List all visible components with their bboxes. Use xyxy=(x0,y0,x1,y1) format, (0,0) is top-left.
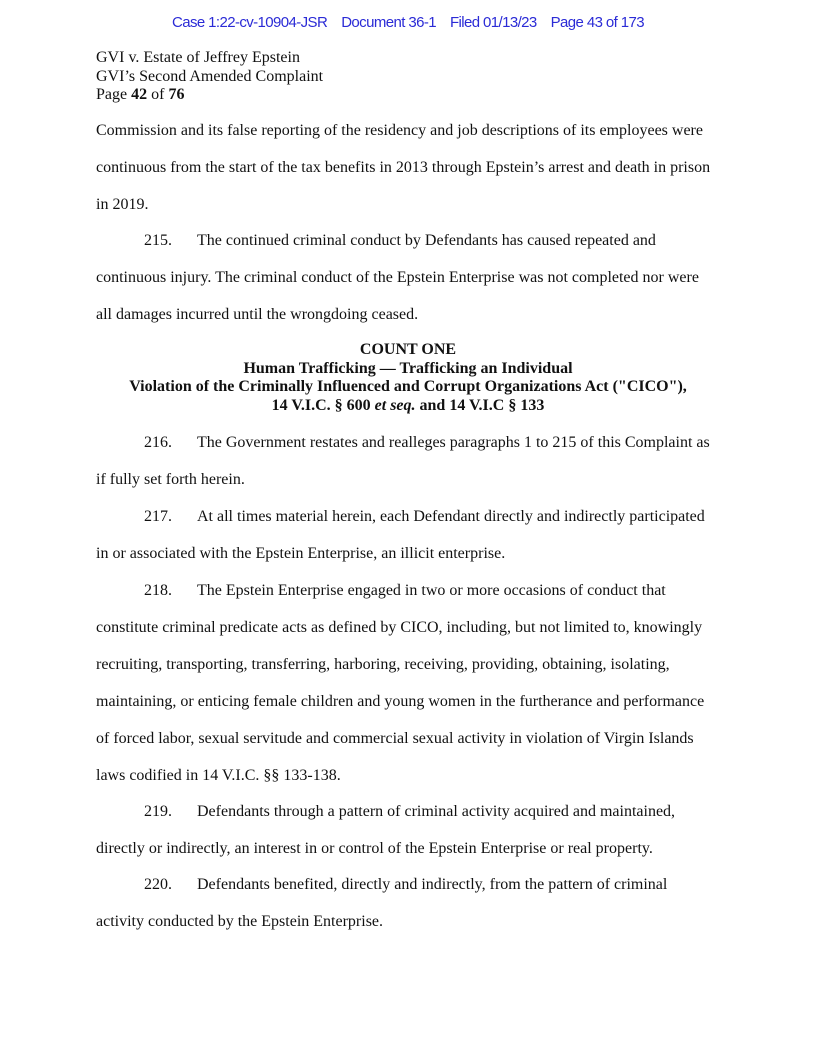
text-line: The Government restates and realleges paragraphs 1 to 215 of this Complaint as xyxy=(197,434,710,451)
text-line: if fully set forth herein. xyxy=(96,471,245,488)
text-line: of forced labor, sexual servitude and commercial sexual activity in violation of Virgin Islands xyxy=(96,730,694,747)
text-line: Defendants benefited, directly and indirectly, from the pattern of criminal xyxy=(197,876,668,893)
caption-page-number: Page 42 of 76 xyxy=(96,86,185,103)
paragraph-219 xyxy=(96,793,720,867)
paragraph-number: 215. xyxy=(144,232,172,249)
paragraph-216 xyxy=(96,424,720,498)
stamp-filed: Filed 01/13/23 xyxy=(449,14,537,31)
paragraph-number: 219. xyxy=(144,803,172,820)
text-line: all damages incurred until the wrongdoing ceased. xyxy=(96,306,419,323)
caption-document-title: GVI’s Second Amended Complaint xyxy=(96,67,324,85)
paragraph-218 xyxy=(96,572,720,794)
text-line: The continued criminal conduct by Defendants has caused repeated and xyxy=(197,232,656,249)
paragraph-continuation xyxy=(96,112,720,223)
text-line: continuous injury. The criminal conduct of the Epstein Enterprise was not completed nor were xyxy=(96,269,699,286)
heading-citation: 14 V.I.C. § 600 et seq. and 14 V.I.C § 133 xyxy=(271,396,545,414)
document-caption xyxy=(96,49,323,105)
heading-count: COUNT ONE xyxy=(359,341,457,358)
paragraph-220 xyxy=(96,866,720,940)
heading-title: Human Trafficking — Trafficking an Individual xyxy=(243,359,573,377)
stamp-page: Page 43 of 173 xyxy=(550,14,644,31)
text-line: The Epstein Enterprise engaged in two or more occasions of conduct that xyxy=(197,582,666,599)
text-line: directly or indirectly, an interest in or control of the Epstein Enterprise or real property. xyxy=(96,840,653,857)
text-line: in or associated with the Epstein Enterprise, an illicit enterprise. xyxy=(96,545,506,562)
text-line: continuous from the start of the tax benefits in 2013 through Epstein’s arrest and death in prison xyxy=(96,159,711,176)
text-line: Commission and its false reporting of the residency and job descriptions of its employees were xyxy=(96,122,703,139)
paragraph-number: 218. xyxy=(144,582,172,599)
stamp-case: Case 1:22-cv-10904-JSR xyxy=(171,14,328,31)
heading-statute: Violation of the Criminally Influenced and Corrupt Organizations Act ("CICO"), xyxy=(129,378,687,395)
text-line: constitute criminal predicate acts as defined by CICO, including, but not limited to, knowingly xyxy=(96,619,703,636)
ecf-header-stamp xyxy=(0,14,816,31)
text-line: At all times material herein, each Defendant directly and indirectly participated xyxy=(197,508,705,525)
text-line: Defendants through a pattern of criminal activity acquired and maintained, xyxy=(197,803,676,820)
paragraph-215 xyxy=(96,222,720,333)
count-heading xyxy=(96,341,720,415)
paragraph-number: 220. xyxy=(144,876,172,893)
text-line: maintaining, or enticing female children and young women in the furtherance and performance xyxy=(96,693,705,710)
text-line: activity conducted by the Epstein Enterprise. xyxy=(96,913,384,930)
paragraph-217 xyxy=(96,498,720,572)
caption-case-title: GVI v. Estate of Jeffrey Epstein xyxy=(96,49,300,66)
paragraph-number: 216. xyxy=(144,434,172,451)
text-line: in 2019. xyxy=(96,196,149,213)
paragraph-number: 217. xyxy=(144,508,172,525)
text-line: laws codified in 14 V.I.C. §§ 133-138. xyxy=(96,767,341,784)
text-line: recruiting, transporting, transferring, harboring, receiving, providing, obtaining, isolating, xyxy=(96,656,670,673)
stamp-document: Document 36-1 xyxy=(341,14,436,31)
